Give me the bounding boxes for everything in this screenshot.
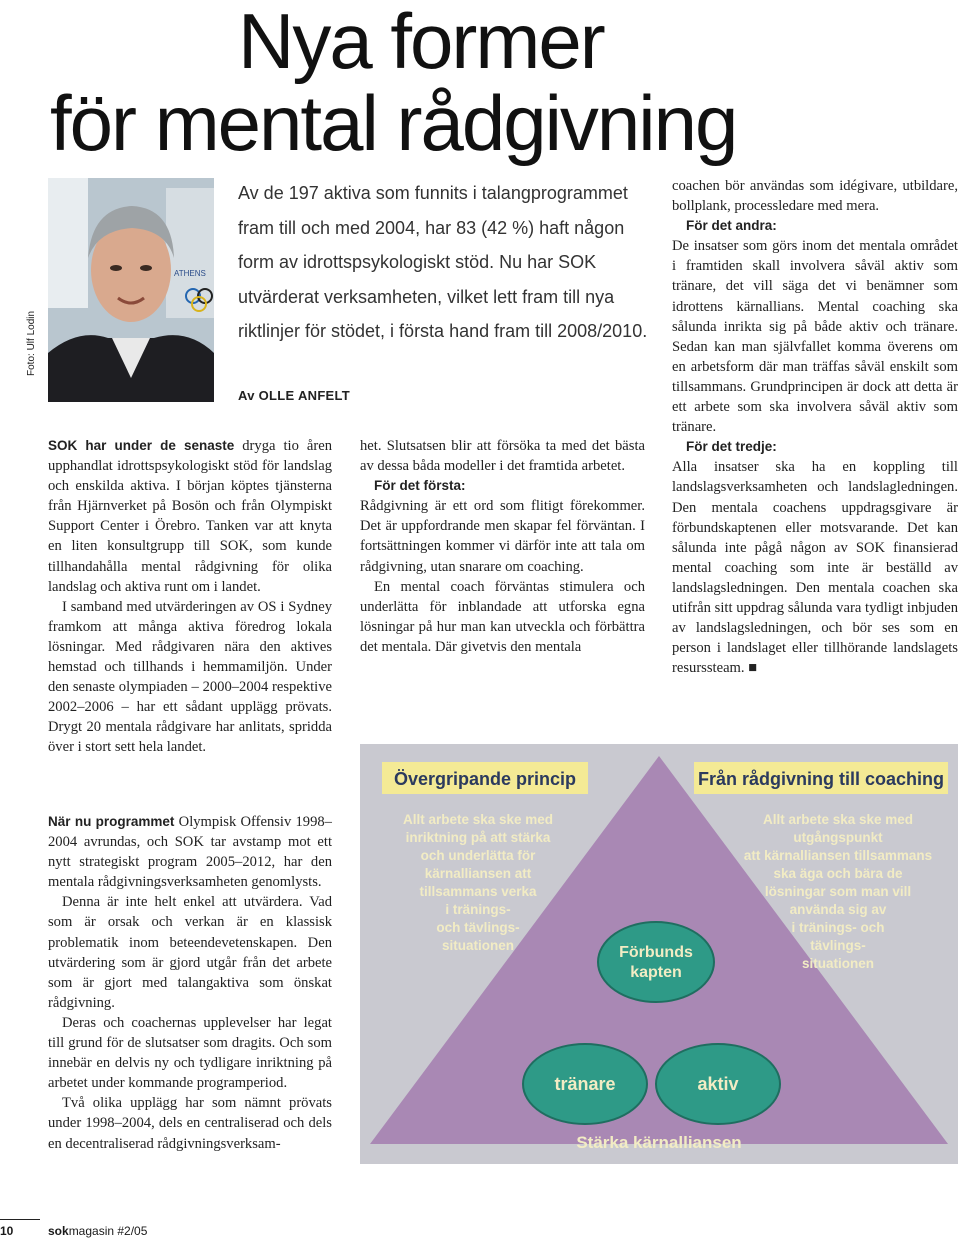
paragraph: En mental coach förväntas stimulera och underlätta för inblandade att utforska egna lösningar på hur man kan utveckla och förbättra det mentala. Där givetvis den mentala — [360, 578, 645, 655]
diagram-text-line: utgångspunkt — [793, 830, 883, 845]
diagram-text-line: att kärnalliansen tillsammans — [743, 848, 933, 863]
diagram-text-line: lösningar som man vill — [764, 884, 912, 899]
backdrop-text: ATHENS — [174, 269, 206, 278]
magazine-issue: magasin #2/05 — [68, 1224, 148, 1238]
diagram-text-line: tillsammans verka — [419, 884, 537, 899]
body-column-1-lower — [48, 812, 332, 1154]
paragraph-text: Alla insatser ska ha en koppling till landslagsverksamheten och landslagledningen. Den mentala coachens uppdragsgivare är förbundskaptenen eller motsvarande. Det kan sålunda inte pågå någon av SOK finansierad mental coaching som inte är beställd av landslagsledningen. Den mentala coachen ska utifrån sitt uppdrag sålunda vara tydligt inbjuden av landslagsledningen, och bör ses som en person i landslaget eller tillhörande landslagets resurssteam. — [672, 459, 958, 677]
paragraph: Rådgivning är ett ord som flitigt förekommer. Det är uppfordrande men skapar fel förväntan. I fortsättningen kommer vi därför inte att tala om rådgivning, utan snarare om coaching. — [360, 498, 645, 575]
paragraph: I samband med utvärderingen av OS i Sydney framkom att många aktiva föredrog lokala lösningar. Med rådgivaren nära den aktives hemstad och tillhands i hemmamiljön. Under den senaste olympiaden – 2000–2004 respektive 2002–2006 – har ett sådant upplägg prövats. Drygt 20 mentala rådgivare har anlitats, spridda över i stort sett hela landet. — [48, 598, 332, 756]
diagram-text-line: i tränings- och — [791, 920, 885, 935]
subheading-second: För det andra: — [686, 218, 777, 234]
diagram-text-line: kärnalliansen att — [424, 866, 532, 881]
diagram-text-line: inriktning på att stärka — [405, 830, 551, 845]
right-heading: Från rådgivning till coaching — [697, 769, 945, 789]
title-line-1: Nya former — [238, 0, 604, 85]
circle-aktiv-label: aktiv — [697, 1074, 739, 1094]
body-column-2 — [360, 436, 645, 657]
diagram-text-line: Allt arbete ska ske med — [402, 812, 554, 827]
circle-forbundskapten — [598, 922, 714, 1002]
diagram-text-line: situationen — [441, 938, 515, 953]
diagram-text-line: använda sig av — [789, 902, 887, 917]
diagram-svg — [360, 744, 958, 1164]
article-intro: Av de 197 aktiva som funnits i talangprogrammet fram till och med 2004, har 83 (42 %) haft någon form av idrottspsykologiskt stöd. Nu har SOK utvärderat verksamheten, vilket lett fram till nya riktlinjer för stödet, i första hand fram till 2008/2010. — [238, 183, 648, 341]
circle-forbundskapten-label-2: kapten — [630, 964, 682, 981]
diagram-text-line: Allt arbete ska ske med — [762, 812, 914, 827]
diagram-text-line: ska äga och bära de — [773, 866, 903, 881]
diagram-text-line: och tävlings- — [436, 920, 520, 935]
diagram-text-line: och underlätta för — [420, 848, 536, 863]
paragraph — [48, 436, 332, 597]
article-title — [40, 0, 940, 167]
magazine-name-bold: sok — [48, 1224, 69, 1238]
paragraph: Deras och coachernas upplevelser har legat till grund för de slutsatser som dragits. Och som innebär en delvis ny och tydligare inriktning på arbetet under kommande programperiod. — [48, 1014, 332, 1092]
circle-tranare-label: tränare — [554, 1074, 616, 1094]
title-line-2: för mental rådgivning — [50, 79, 737, 167]
diagram-text-line: tävlings- — [810, 938, 866, 953]
byline: Av OLLE ANFELT — [238, 388, 351, 403]
portrait-illustration — [48, 178, 214, 402]
diagram-text-line: i tränings- — [445, 902, 511, 917]
lead-in: När nu programmet — [48, 814, 175, 829]
end-mark: ■ — [748, 660, 758, 677]
page-number: 10 — [0, 1224, 14, 1238]
base-label: Stärka kärnalliansen — [576, 1133, 742, 1152]
paragraph: Två olika upplägg har som nämnt prövats under 1998–2004, dels en centraliserad och dels en decentraliserad rådgivningsverksam- — [48, 1095, 332, 1152]
diagram — [360, 744, 958, 1164]
paragraph: Denna är inte helt enkel att utvärdera. Vad som är orsak och verkan är en klassisk problematik inom beteendevetenskapen. Den utvärdering som är gjord utgår från det arbete som är gjort med talangaktiva som önskat rådgivning. — [48, 894, 332, 1011]
left-heading: Övergripande princip — [393, 769, 577, 789]
paragraph — [672, 457, 958, 678]
photo-credit: Foto: Ulf Lodin — [26, 310, 37, 376]
footer-rule — [0, 1219, 40, 1220]
portrait-photo — [48, 178, 214, 402]
subheading-first: För det första: — [374, 478, 466, 494]
body-column-3 — [672, 176, 958, 678]
diagram-text-line: situationen — [801, 956, 875, 971]
paragraph-text: dryga tio åren upphandlat idrottspsykologiskt stöd för landslag och enskilda aktiva. I början köptes tjänsterna från Hjärnverket på Bosön och från Olympiskt Support Center i Örebro. Tanken var att knyta en liten konsultgrupp till SOK, som kunde tillhandahålla mental rådgivning för olika landslag och aktiva runt om i landet. — [48, 438, 332, 595]
subheading-third: För det tredje: — [686, 439, 777, 455]
paragraph — [48, 812, 332, 892]
circle-forbundskapten-label: Förbunds — [619, 944, 693, 961]
paragraph: De insatser som görs inom det mentala området i framtiden skall involvera såväl aktiv som tränare, det vill säga det vi benämner som idrottens kärnallians. Mental coaching ska sålunda inrikta sig på både aktiv och tränare. Sedan kan man självfallet komma överens om en arbetsform där man träffas såväl enskilt som tillsammans. Grundprincipen är dock att detta är ett arbete som ska involvera såväl aktiv som tränare. — [672, 238, 958, 436]
paragraph-text: Olympisk Offensiv 1998–2004 avrundas, och SOK tar avstamp mot ett nytt strategiskt program 2005–2012, har den mentala rådgivningsverksamheten genomlysts. — [48, 814, 332, 891]
magazine-name — [48, 1224, 147, 1238]
paragraph: het. Slutsatsen blir att försöka ta med det bästa av dessa båda modeller i det framtida arbetet. — [360, 438, 645, 475]
body-column-1-upper — [48, 436, 332, 758]
paragraph: coachen bör användas som idégivare, utbildare, bollplank, processledare med mera. — [672, 178, 958, 215]
lead-in: SOK har under de senaste — [48, 438, 235, 453]
